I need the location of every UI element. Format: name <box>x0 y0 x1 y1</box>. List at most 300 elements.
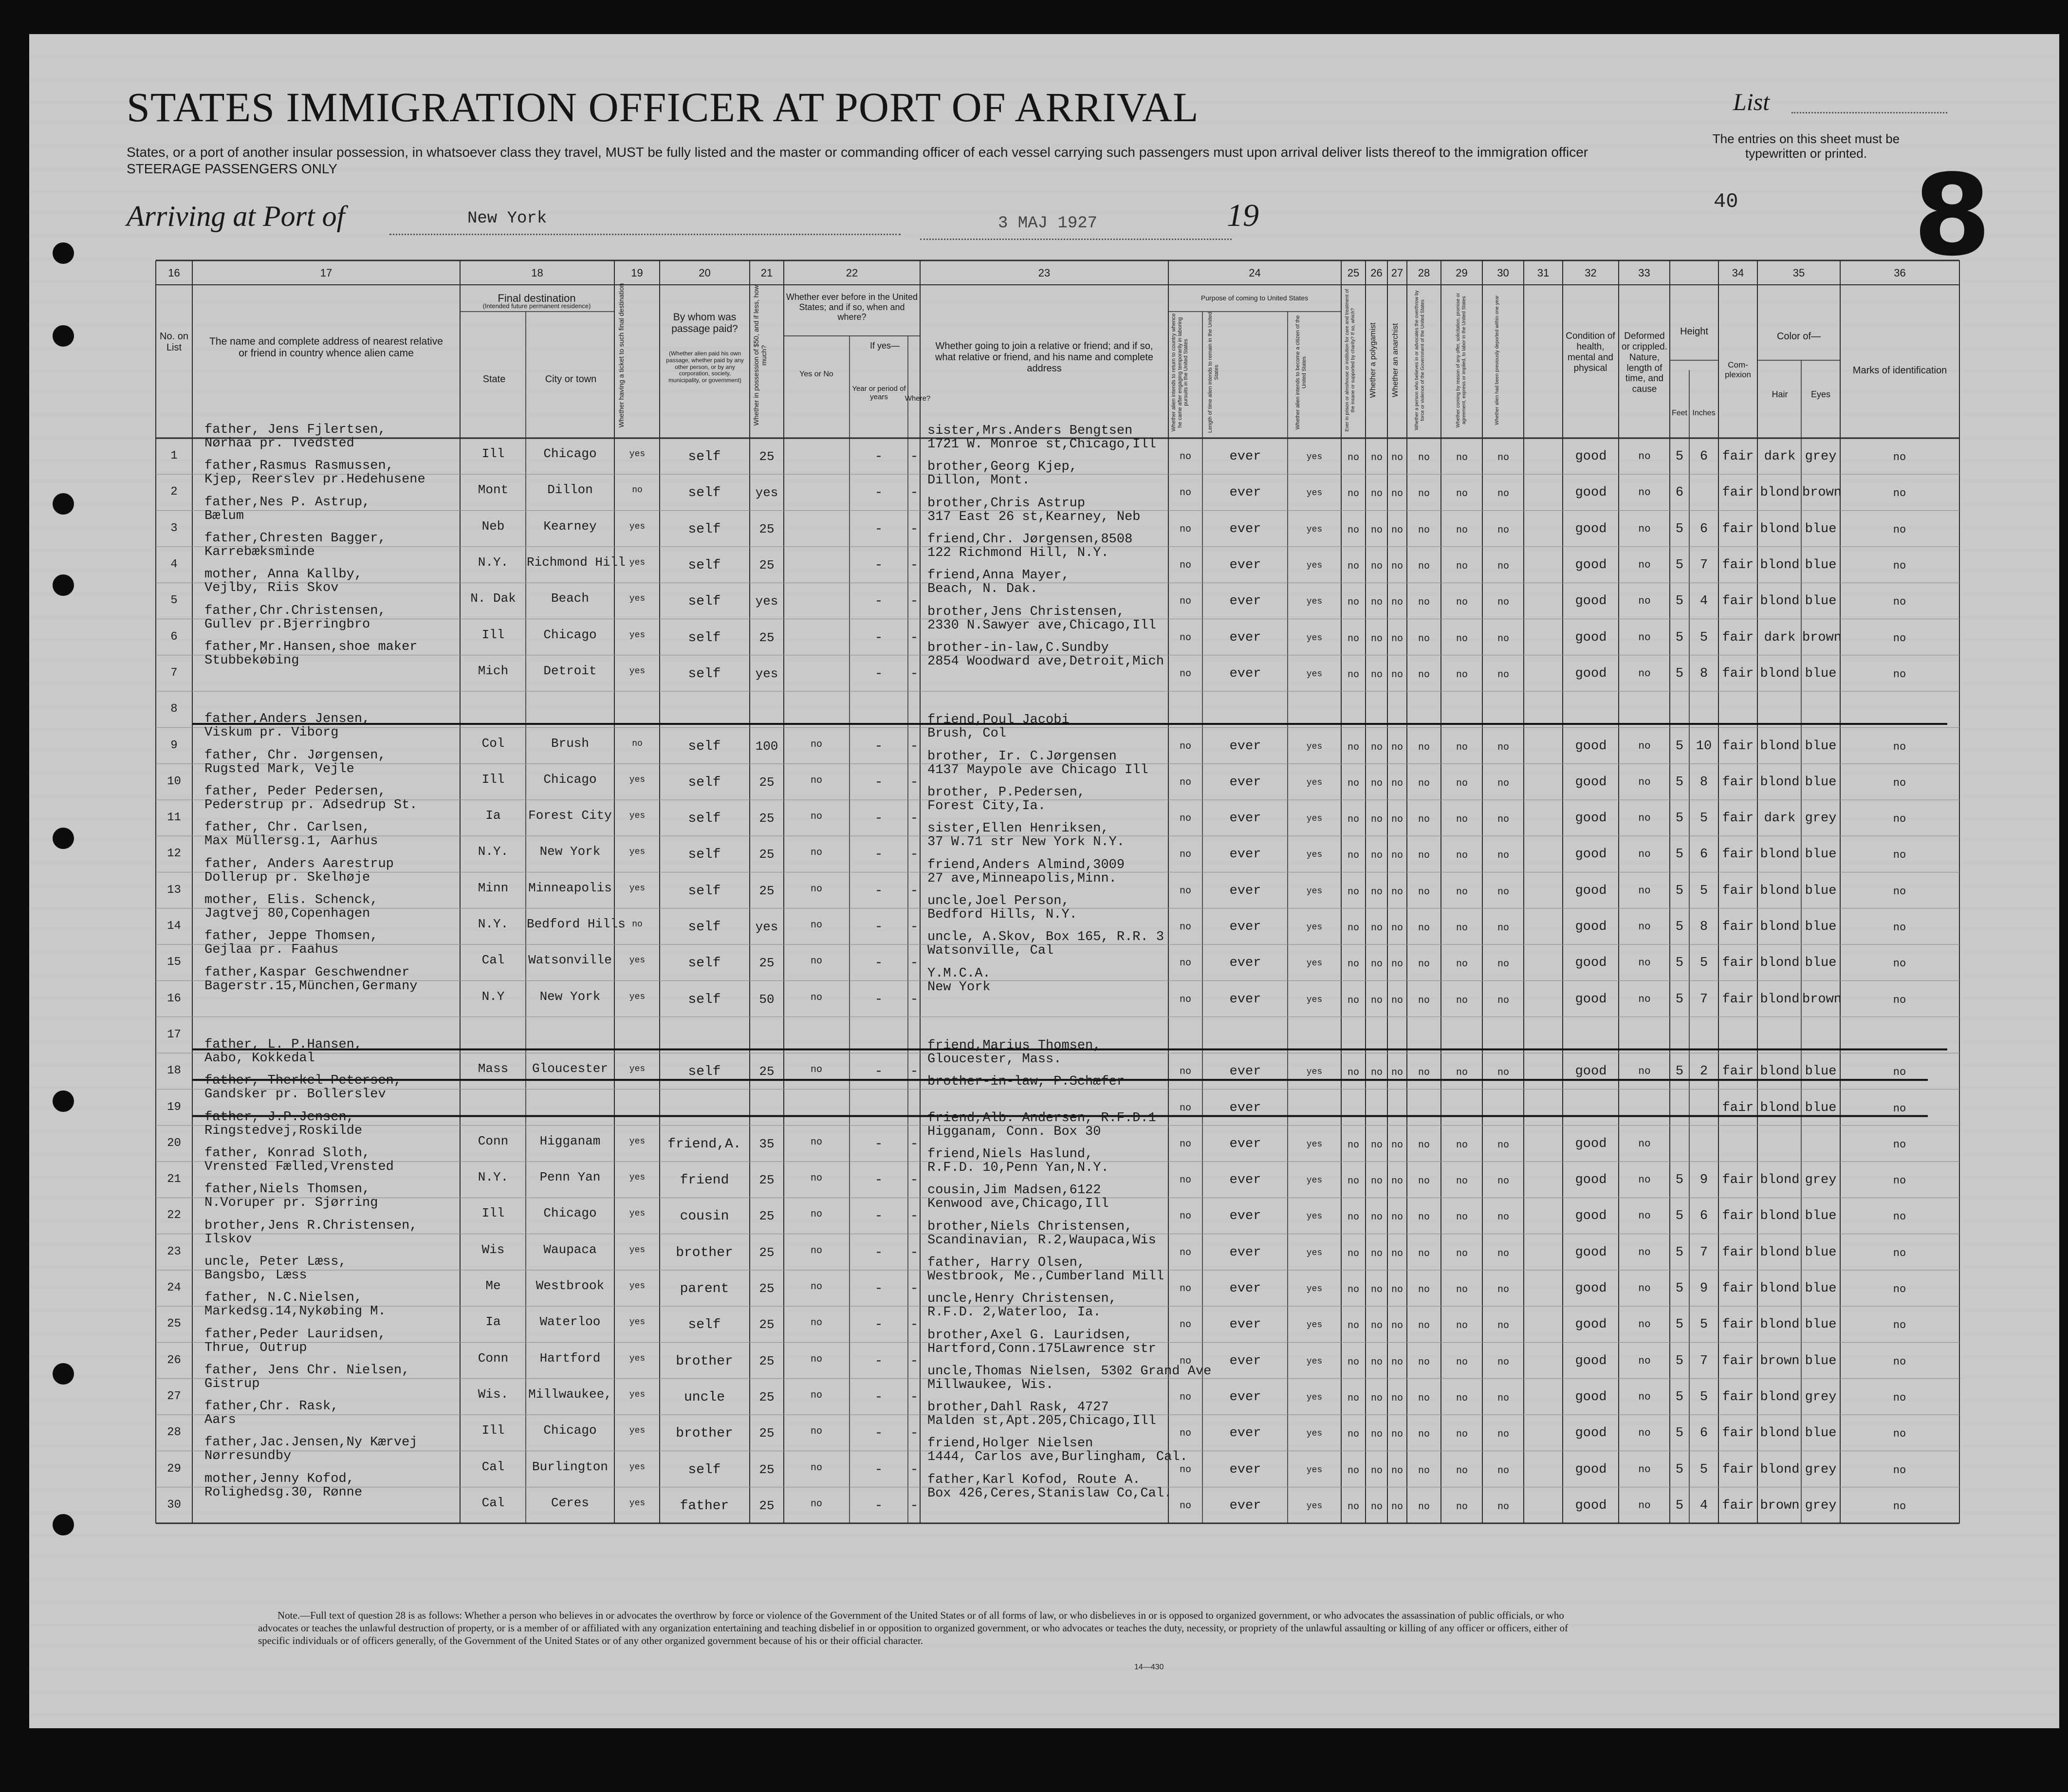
q28-value: no <box>1418 1320 1430 1332</box>
ticket-value: no <box>632 739 643 749</box>
health-value: good <box>1575 666 1607 681</box>
eye-color: grey <box>1805 1462 1837 1477</box>
column-number: 35 <box>1792 267 1805 279</box>
joining-address: Millwaukee, Wis. <box>927 1377 1054 1392</box>
q28-value: no <box>1418 633 1430 645</box>
before-us-year: - <box>874 666 883 682</box>
purpose-length: ever <box>1229 1281 1261 1296</box>
dest-city: Kearney <box>543 518 597 534</box>
q30-value: no <box>1497 524 1509 536</box>
complexion-value: fair <box>1722 1173 1754 1188</box>
dest-state: Me <box>485 1278 501 1293</box>
dest-state: Ia <box>485 1314 501 1330</box>
health-value: good <box>1575 449 1607 464</box>
dest-state: Ill <box>481 627 505 642</box>
money-value: 50 <box>759 992 775 1007</box>
before-us-value: no <box>810 1245 822 1256</box>
q29-value: no <box>1456 1465 1468 1477</box>
before-us-where: - <box>910 449 919 465</box>
purpose-length: ever <box>1229 992 1261 1007</box>
q29-value: no <box>1456 488 1468 500</box>
joining-name: uncle,Henry Christensen, <box>927 1292 1117 1307</box>
identification-marks: no <box>1893 560 1906 573</box>
hair-color: blond <box>1760 992 1800 1007</box>
q30-value: no <box>1497 669 1509 681</box>
dest-state: Ill <box>481 772 505 787</box>
row-number: 6 <box>170 630 178 644</box>
column-number: 20 <box>699 267 711 279</box>
column-number: 19 <box>631 267 643 279</box>
hair-color: blond <box>1760 739 1800 754</box>
deformed-value: no <box>1638 1500 1651 1512</box>
identification-marks: no <box>1893 487 1906 500</box>
q29-value: no <box>1456 1212 1468 1223</box>
dest-city: Burlington <box>532 1459 609 1474</box>
health-value: good <box>1575 1173 1607 1188</box>
eye-color: blue <box>1805 666 1837 681</box>
deformed-value: no <box>1638 632 1651 644</box>
height-feet: 5 <box>1675 1462 1684 1477</box>
header-hair: Hair <box>1772 389 1788 399</box>
before-us-year: - <box>874 1462 883 1478</box>
relative-name: father, Konrad Sloth, <box>204 1146 370 1161</box>
passage-paid-by: self <box>688 775 721 790</box>
q29-value: no <box>1456 1356 1468 1368</box>
eye-color: blue <box>1805 1317 1837 1332</box>
relative-name: father, Jeppe Thomsen, <box>204 929 378 944</box>
relative-address: Ringstedvej,Roskilde <box>204 1123 363 1138</box>
passage-paid-by: self <box>688 558 721 573</box>
deformed-value: no <box>1638 560 1651 572</box>
ticket-value: yes <box>629 1209 646 1219</box>
deformed-value: no <box>1638 1355 1651 1367</box>
purpose-return: no <box>1179 523 1191 535</box>
height-inches: 5 <box>1699 956 1708 971</box>
health-value: good <box>1575 920 1607 935</box>
height-feet: 5 <box>1675 847 1684 862</box>
header-health: Condition of health, mental and physical <box>1566 331 1615 373</box>
header-deformed: Deformed or crippled. Nature, length of time, and cause <box>1622 331 1667 395</box>
prison-value: no <box>1347 633 1359 645</box>
health-value: good <box>1575 1209 1607 1224</box>
joining-name: cousin,Jim Madsen,6122 <box>927 1183 1101 1198</box>
height-feet: 5 <box>1675 558 1684 573</box>
height-feet: 5 <box>1675 594 1684 609</box>
passage-paid-by: cousin <box>680 1209 729 1224</box>
row-number: 26 <box>167 1353 181 1367</box>
joining-name: brother-in-law,C.Sundby <box>927 640 1109 655</box>
relative-address: Ilskov <box>204 1232 252 1247</box>
citizen-value: yes <box>1306 1320 1323 1330</box>
passage-paid-by: self <box>688 594 721 610</box>
purpose-return: no <box>1179 596 1191 608</box>
q29-value: no <box>1456 524 1468 536</box>
header-final-destination-note: (Intended future permanent residence) <box>482 302 591 310</box>
joining-name: sister,Ellen Henriksen, <box>927 821 1109 836</box>
identification-marks: no <box>1893 776 1906 789</box>
hair-color: blond <box>1760 1245 1800 1260</box>
relative-address: Thrue, Outrup <box>204 1340 307 1355</box>
polygamist-value: no <box>1370 1501 1383 1513</box>
q29-value: no <box>1456 777 1468 789</box>
health-value: good <box>1575 811 1607 826</box>
q28-value: no <box>1418 1067 1430 1079</box>
column-number: 29 <box>1456 267 1468 279</box>
relative-name: uncle, Peter Læss, <box>204 1254 347 1269</box>
q28-value: no <box>1418 1429 1430 1441</box>
purpose-length: ever <box>1229 521 1261 536</box>
prison-value: no <box>1347 1392 1359 1404</box>
relative-address: Gistrup <box>204 1376 260 1391</box>
health-value: good <box>1575 956 1607 971</box>
joining-name: sister,Mrs.Anders Bengtsen <box>927 424 1133 438</box>
health-value: good <box>1575 992 1607 1007</box>
purpose-length: ever <box>1229 1136 1261 1151</box>
before-us-where: - <box>910 1498 919 1514</box>
complexion-value: fair <box>1722 1462 1754 1477</box>
typewritten-note: The entries on this sheet must be typewritten or printed. <box>1712 131 1900 161</box>
before-us-where: - <box>910 1389 919 1405</box>
relative-address: Aars <box>204 1413 236 1428</box>
ticket-value: yes <box>629 1173 646 1183</box>
row-number: 29 <box>167 1462 181 1476</box>
deformed-value: no <box>1638 596 1651 608</box>
polygamist-value: no <box>1370 1284 1383 1296</box>
height-feet: 6 <box>1675 485 1684 500</box>
row-number: 23 <box>167 1245 181 1258</box>
joining-address: Hartford,Conn.175Lawrence str <box>927 1341 1156 1356</box>
purpose-return: no <box>1179 632 1191 644</box>
q29-value: no <box>1456 1320 1468 1332</box>
joining-name: Y.M.C.A. <box>927 966 991 981</box>
complexion-value: fair <box>1722 920 1754 935</box>
complexion-value: fair <box>1722 1100 1754 1115</box>
eye-color: grey <box>1805 1498 1837 1513</box>
prison-value: no <box>1347 488 1359 500</box>
deformed-value: no <box>1638 1175 1651 1186</box>
prison-value: no <box>1347 959 1359 970</box>
header-color-of: Color of— <box>1776 331 1821 342</box>
ticket-value: yes <box>629 1462 646 1472</box>
eye-color: blue <box>1805 1245 1837 1260</box>
anarchist-value: no <box>1391 524 1403 536</box>
health-value: good <box>1575 630 1607 645</box>
relative-address: Nørresundby <box>204 1449 292 1464</box>
before-us-year: - <box>874 1498 883 1514</box>
before-us-year: - <box>874 630 883 646</box>
purpose-return: no <box>1179 740 1191 752</box>
anarchist-value: no <box>1391 1465 1403 1477</box>
joining-name: brother,Georg Kjep, <box>927 460 1077 475</box>
prison-value: no <box>1347 1320 1359 1332</box>
citizen-value: yes <box>1306 1429 1323 1439</box>
before-us-year: - <box>874 594 883 610</box>
row-number: 14 <box>167 920 181 933</box>
q29-value: no <box>1456 561 1468 573</box>
q28-value: no <box>1418 814 1430 826</box>
q29-value: no <box>1456 1176 1468 1187</box>
before-us-year: - <box>874 1317 883 1333</box>
purpose-return: no <box>1179 1066 1191 1078</box>
before-us-where: - <box>910 1353 919 1369</box>
polygamist-value: no <box>1370 1392 1383 1404</box>
before-us-value: no <box>810 1281 822 1293</box>
health-value: good <box>1575 1353 1607 1368</box>
q29-value: no <box>1456 995 1468 1006</box>
before-us-year: - <box>874 1245 883 1260</box>
anarchist-value: no <box>1391 995 1403 1006</box>
deformed-value: no <box>1638 849 1651 861</box>
height-inches: 9 <box>1699 1173 1708 1188</box>
before-us-where: - <box>910 920 919 935</box>
deformed-value: no <box>1638 451 1651 463</box>
complexion-value: fair <box>1722 883 1754 898</box>
relative-name: father, Chr. Jørgensen, <box>204 748 386 763</box>
hair-color: blond <box>1760 594 1800 609</box>
ticket-value: yes <box>629 992 646 1002</box>
passage-paid-by: brother <box>676 1245 733 1260</box>
relative-name: father,Niels Thomsen, <box>204 1182 370 1197</box>
dest-state: Mich <box>478 663 509 678</box>
row-number: 30 <box>167 1498 181 1512</box>
form-title: STATES IMMIGRATION OFFICER AT PORT OF ARRIVAL <box>127 84 1199 130</box>
eye-color: brown <box>1802 630 1842 645</box>
height-inches: 7 <box>1699 558 1708 573</box>
purpose-length: ever <box>1229 811 1261 826</box>
joining-name: brother, P.Pedersen, <box>927 785 1086 800</box>
hair-color: blond <box>1760 1100 1800 1115</box>
joining-name: brother, Ir. C.Jørgensen <box>927 749 1117 764</box>
q28-value: no <box>1418 669 1430 681</box>
identification-marks: no <box>1893 1066 1906 1079</box>
complexion-value: fair <box>1722 1245 1754 1260</box>
height-feet: 5 <box>1675 630 1684 645</box>
q29-value: no <box>1456 886 1468 898</box>
citizen-value: yes <box>1306 669 1323 679</box>
citizen-value: yes <box>1306 488 1323 499</box>
q29-value: no <box>1456 597 1468 609</box>
complexion-value: fair <box>1722 956 1754 971</box>
dest-state: N.Y. <box>478 844 509 859</box>
identification-marks: no <box>1893 958 1906 970</box>
joining-address: 37 W.71 str New York N.Y. <box>927 835 1125 850</box>
relative-name: mother, Anna Kallby, <box>204 567 363 582</box>
before-us-value: no <box>810 956 822 967</box>
q28-value: no <box>1418 777 1430 789</box>
passage-paid-by: brother <box>676 1353 733 1369</box>
height-inches: 6 <box>1699 1426 1708 1441</box>
identification-marks: no <box>1893 1247 1906 1259</box>
dest-city: Bedford Hills <box>527 917 626 932</box>
q29-value: no <box>1456 633 1468 645</box>
row-number: 8 <box>170 702 178 716</box>
citizen-value: yes <box>1306 1176 1323 1186</box>
health-value: good <box>1575 847 1607 862</box>
form-number: 14—430 <box>1134 1663 1164 1671</box>
before-us-where: - <box>910 1426 919 1441</box>
header-if-yes: If yes— <box>869 341 900 351</box>
q30-value: no <box>1497 923 1509 934</box>
citizen-value: yes <box>1306 1248 1323 1258</box>
q30-value: no <box>1497 1392 1509 1404</box>
before-us-where: - <box>910 775 919 790</box>
purpose-length: ever <box>1229 956 1261 971</box>
citizen-value: yes <box>1306 561 1323 571</box>
q28-value: no <box>1418 1139 1430 1151</box>
q28-value: no <box>1418 995 1430 1006</box>
height-feet: 5 <box>1675 1353 1684 1368</box>
before-us-where: - <box>910 485 919 501</box>
column-number: 16 <box>168 267 180 279</box>
joining-name: brother,Dahl Rask, 4727 <box>927 1400 1109 1415</box>
dest-state: N.Y. <box>478 555 509 570</box>
polygamist-value: no <box>1370 1067 1383 1079</box>
deformed-value: no <box>1638 1391 1651 1403</box>
row-number: 5 <box>170 594 178 608</box>
header-purpose: Purpose of coming to United States <box>1200 294 1309 302</box>
before-us-year: - <box>874 1173 883 1188</box>
q30-value: no <box>1497 886 1509 898</box>
anarchist-value: no <box>1391 886 1403 898</box>
height-feet: 5 <box>1675 920 1684 935</box>
polygamist-value: no <box>1370 886 1383 898</box>
citizen-value: yes <box>1306 1501 1323 1511</box>
relative-name: father,Nes P. Astrup, <box>204 495 370 510</box>
height-feet: 5 <box>1675 1281 1684 1296</box>
money-value: 25 <box>759 1209 775 1224</box>
before-us-value: no <box>810 883 822 895</box>
deformed-value: no <box>1638 523 1651 535</box>
q29-value: no <box>1456 669 1468 681</box>
before-us-year: - <box>874 485 883 501</box>
relative-address: Pederstrup pr. Adsedrup St. <box>204 798 418 813</box>
polygamist-value: no <box>1370 669 1383 681</box>
height-inches: 7 <box>1699 1245 1708 1260</box>
money-value: 25 <box>759 521 775 536</box>
joining-name: brother,Axel G. Lauridsen, <box>927 1328 1133 1343</box>
relative-address: Dollerup pr. Skelhøje <box>204 870 370 885</box>
q30-value: no <box>1497 1465 1509 1477</box>
identification-marks: no <box>1893 1319 1906 1332</box>
money-value: yes <box>755 920 778 935</box>
relative-address: Bagerstr.15,München,Germany <box>204 979 418 994</box>
q28-value: no <box>1418 1284 1430 1296</box>
relative-name: father,Kaspar Geschwendner <box>204 965 410 980</box>
citizen-value: yes <box>1306 1356 1323 1367</box>
relative-address: Stubbekøbing <box>204 653 299 668</box>
height-feet: 5 <box>1675 956 1684 971</box>
q28-value: no <box>1418 959 1430 970</box>
anarchist-value: no <box>1391 669 1403 681</box>
purpose-length: ever <box>1229 558 1261 573</box>
ticket-value: yes <box>629 1498 646 1508</box>
height-feet: 5 <box>1675 1173 1684 1188</box>
column-number: 32 <box>1585 267 1597 279</box>
ticket-value: yes <box>629 1426 646 1436</box>
height-inches: 5 <box>1699 1317 1708 1332</box>
money-value: 25 <box>759 1064 775 1079</box>
anarchist-value: no <box>1391 1356 1403 1368</box>
deformed-value: no <box>1638 1247 1651 1258</box>
hair-color: blond <box>1760 1173 1800 1188</box>
citizen-value: yes <box>1306 1465 1323 1475</box>
health-value: good <box>1575 1389 1607 1404</box>
dest-city: Richmond Hill <box>527 555 626 570</box>
column-number: 31 <box>1537 267 1550 279</box>
passage-paid-by: self <box>688 1317 721 1333</box>
eye-color: blue <box>1805 594 1837 609</box>
identification-marks: no <box>1893 1428 1906 1441</box>
joining-address: Watsonville, Cal <box>927 943 1054 959</box>
height-inches: 8 <box>1699 920 1708 935</box>
polygamist-value: no <box>1370 1176 1383 1187</box>
purpose-length: ever <box>1229 1100 1261 1115</box>
dest-state: Minn <box>478 880 509 895</box>
joining-name: brother,Niels Christensen, <box>927 1219 1133 1234</box>
year-label: 19 <box>1227 198 1259 233</box>
identification-marks: no <box>1893 1464 1906 1477</box>
before-us-value: no <box>810 1462 822 1474</box>
deformed-value: no <box>1638 1319 1651 1331</box>
relative-address: Karrebæksminde <box>204 544 315 559</box>
relative-address: Nørhaa pr. Tvedsted <box>204 436 354 451</box>
dest-city: Dillon <box>547 482 593 498</box>
hair-color: dark <box>1764 449 1796 464</box>
height-feet: 5 <box>1675 739 1684 754</box>
header-ticket: Whether having a ticket to such final destination <box>617 283 625 428</box>
complexion-value: fair <box>1722 485 1754 500</box>
identification-marks: no <box>1893 1138 1906 1151</box>
prison-value: no <box>1347 597 1359 609</box>
height-feet: 5 <box>1675 1064 1684 1079</box>
before-us-value: no <box>810 1498 822 1510</box>
eye-color: grey <box>1805 811 1837 826</box>
before-us-year: - <box>874 1064 883 1080</box>
height-feet: 5 <box>1675 1209 1684 1224</box>
q28-value: no <box>1418 488 1430 500</box>
height-inches: 8 <box>1699 666 1708 681</box>
height-feet: 5 <box>1675 1426 1684 1441</box>
identification-marks: no <box>1893 523 1906 536</box>
header-yes-no: Yes or No <box>799 370 833 378</box>
prison-value: no <box>1347 524 1359 536</box>
joining-address: Bedford Hills, N.Y. <box>927 907 1077 922</box>
purpose-return: no <box>1179 922 1191 933</box>
deformed-value: no <box>1638 813 1651 825</box>
prison-value: no <box>1347 1356 1359 1368</box>
q28-value: no <box>1418 886 1430 898</box>
hair-color: blond <box>1760 775 1800 790</box>
joining-name: brother,Jens Christensen, <box>927 604 1125 619</box>
citizen-value: yes <box>1306 524 1323 535</box>
purpose-return: no <box>1179 1319 1191 1331</box>
passage-paid-by: self <box>688 1064 721 1080</box>
ticket-value: yes <box>629 521 646 532</box>
joining-name: father, Harry Olsen, <box>927 1255 1086 1270</box>
row-number: 15 <box>167 956 181 969</box>
row-number: 9 <box>170 739 178 752</box>
passage-paid-by: friend <box>680 1173 729 1188</box>
prison-value: no <box>1347 741 1359 753</box>
before-us-year: - <box>874 1426 883 1441</box>
q30-value: no <box>1497 597 1509 609</box>
money-value: 25 <box>759 775 775 790</box>
eye-color: grey <box>1805 1173 1837 1188</box>
anarchist-value: no <box>1391 1429 1403 1441</box>
hair-color: blond <box>1760 956 1800 971</box>
health-value: good <box>1575 594 1607 609</box>
q29-value: no <box>1456 1429 1468 1441</box>
